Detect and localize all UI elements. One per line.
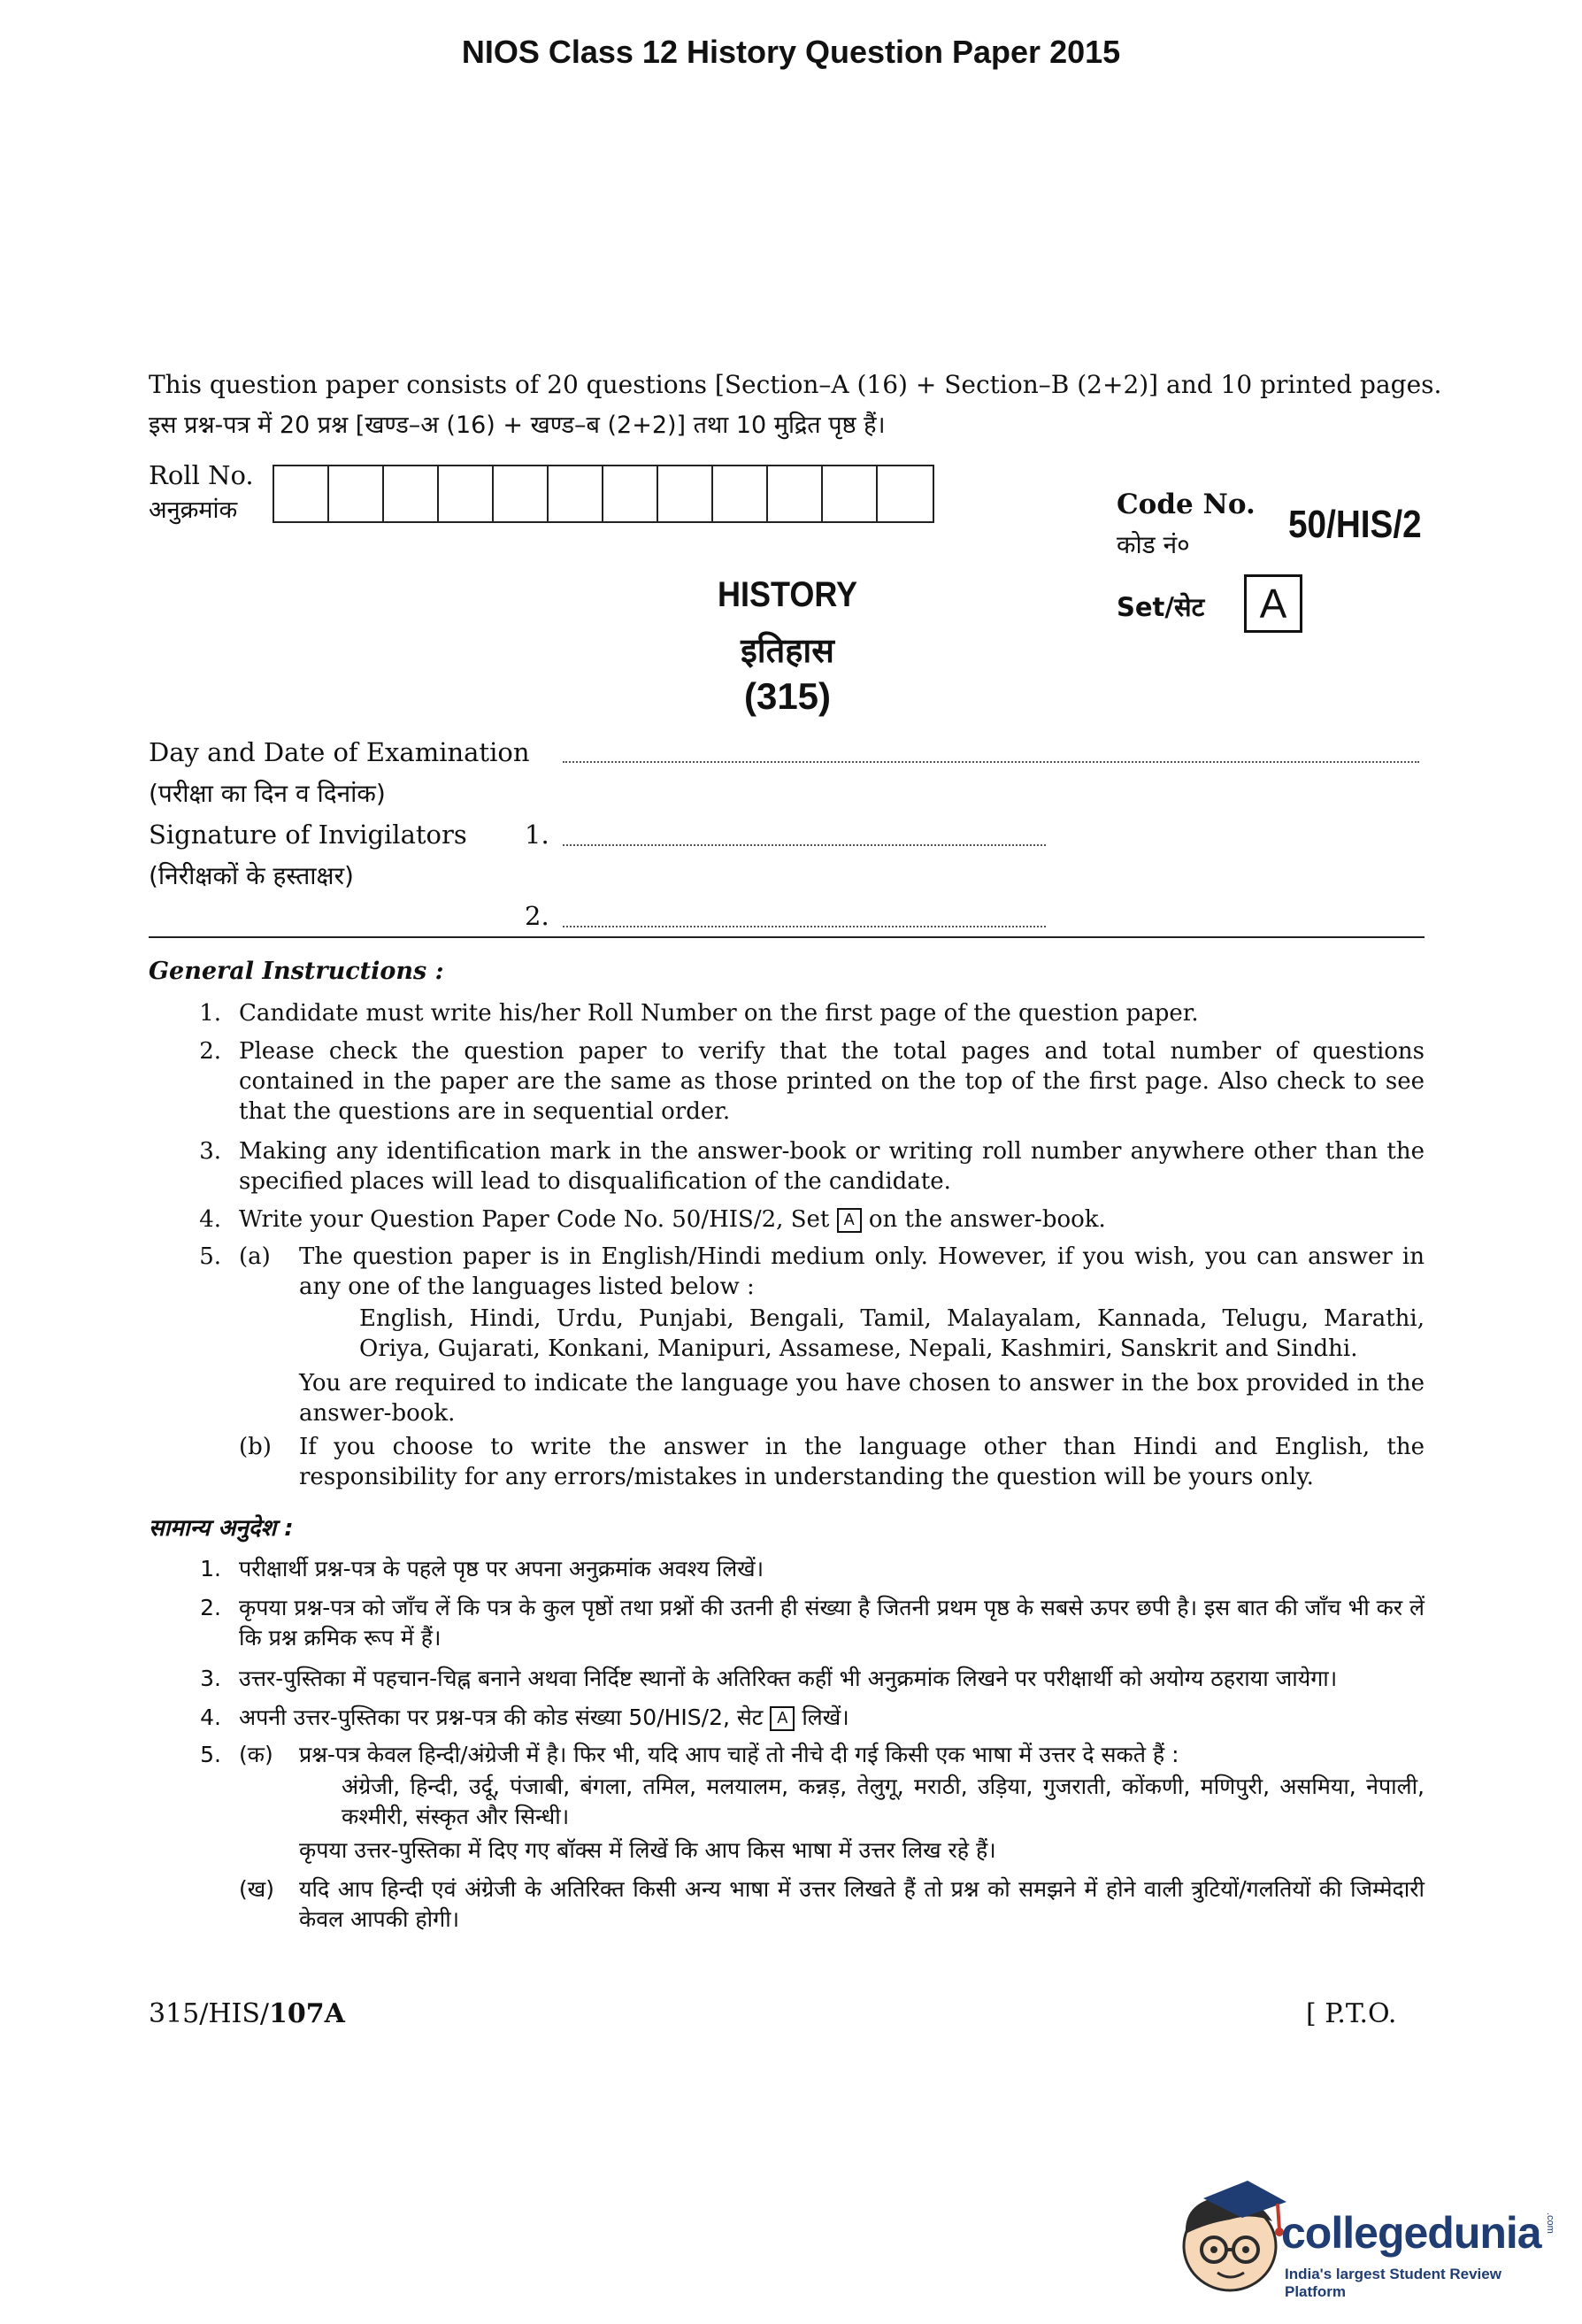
logo-wordmark: collegedunia <box>1281 2208 1541 2258</box>
subject-title-hindi: इतिहास <box>741 631 834 670</box>
invigilator-signature-label-hindi: (निरीक्षकों के हस्ताक्षर) <box>149 861 354 890</box>
hindi-instruction-5a-note: कृपया उत्तर-पुस्तिका में दिए गए बॉक्स में लिखें कि आप किस भाषा में उत्तर लिख रहे हैं। <box>299 1837 996 1863</box>
roll-box[interactable] <box>878 466 933 521</box>
set-a-box-inline-hindi: A <box>770 1706 795 1731</box>
roll-box[interactable] <box>658 466 713 521</box>
code-no-label-hindi: कोड नं० <box>1117 530 1190 559</box>
roll-box[interactable] <box>603 466 658 521</box>
signature-line-1[interactable] <box>563 843 1046 846</box>
roll-box[interactable] <box>384 466 439 521</box>
signature-line-2[interactable] <box>563 924 1046 927</box>
logo-tld: .com <box>1545 2212 1555 2234</box>
roll-no-label: Roll No. <box>149 460 254 490</box>
set-box: A <box>1244 574 1302 633</box>
collegedunia-logo <box>1168 2177 1557 2301</box>
roll-box[interactable] <box>274 466 329 521</box>
roll-no-label-hindi: अनुक्रमांक <box>149 496 238 524</box>
roll-box[interactable] <box>494 466 549 521</box>
set-a-box-inline: A <box>837 1208 862 1233</box>
subject-code: (315) <box>743 675 832 717</box>
paper-info-english: This question paper consists of 20 questions [Section–A (16) + Section–B (2+2)] and 10 printed pages. <box>149 370 1442 399</box>
instruction-5b-label: (b) <box>239 1434 272 1460</box>
signature-number-1: 1. <box>525 820 549 850</box>
roll-box[interactable] <box>549 466 603 521</box>
page-header-title: NIOS Class 12 History Question Paper 2015 <box>461 34 1121 70</box>
code-number: 50/HIS/2 <box>1288 503 1422 546</box>
logo-tagline: India's largest Student Review Platform <box>1285 2266 1501 2300</box>
general-instructions-heading: General Instructions : <box>149 958 444 985</box>
exam-date-label-hindi: (परीक्षा का दिन व दिनांक) <box>149 779 386 808</box>
invigilator-signature-label: Signature of Invigilators <box>149 820 467 850</box>
roll-box[interactable] <box>439 466 494 521</box>
roll-box[interactable] <box>768 466 823 521</box>
code-no-label: Code No. <box>1117 489 1256 520</box>
instruction-5b-text: If you choose to write the answer in the language other than Hindi and English, the responsibility for any errors/mistakes in understanding the question will be yours only. <box>299 1434 1425 1490</box>
paper-info-hindi: इस प्रश्न-पत्र में 20 प्रश्न [खण्ड–अ (16) + खण्ड–ब (2+2)] तथा 10 मुद्रित पृष्ठ हैं। <box>149 412 886 439</box>
hindi-instruction-5a-label: (क) <box>239 1742 273 1767</box>
instruction-5a-label: (a) <box>239 1243 271 1270</box>
roll-box[interactable] <box>713 466 768 521</box>
exam-date-line[interactable] <box>563 759 1419 763</box>
exam-date-label: Day and Date of Examination <box>149 737 530 767</box>
pto-label: [ P.T.O. <box>1306 1998 1397 2029</box>
languages-list: English, Hindi, Urdu, Punjabi, Bengali, Tamil, Malayalam, Kannada, Telugu, Marathi, Oriya, Gujarati, Konkani, Manipuri, Assamese, Nepali, Kashmiri, Sanskrit and Sindhi. <box>359 1305 1425 1362</box>
roll-box[interactable] <box>823 466 878 521</box>
hindi-instruction-5a-text: प्रश्न-पत्र केवल हिन्दी/अंग्रेजी में है। फिर भी, यदि आप चाहें तो नीचे दी गई किसी एक भाषा में उत्तर दे सकते हैं : <box>299 1742 1179 1767</box>
hindi-instructions-heading: सामान्य अनुदेश : <box>149 1515 294 1542</box>
hindi-instruction-5b-label: (ख) <box>239 1876 274 1902</box>
roll-number-boxes[interactable] <box>273 465 934 523</box>
set-label: Set/सेट <box>1117 592 1205 622</box>
subject-title: HISTORY <box>717 575 858 614</box>
divider-line <box>149 936 1425 938</box>
instruction-5a-text: The question paper is in English/Hindi medium only. However, if you wish, you can answer in any one of the languages listed below : <box>299 1243 1425 1300</box>
hindi-instruction-5b-text: यदि आप हिन्दी एवं अंग्रेजी के अतिरिक्त किसी अन्य भाषा में उत्तर लिखते हैं तो प्रश्न को समझने में होने वाली त्रुटियों/गलतियों की जिम्मेदारी केवल आपकी होगी। <box>299 1876 1425 1932</box>
roll-box[interactable] <box>329 466 384 521</box>
signature-number-2: 2. <box>525 901 549 931</box>
paper-code-footer: 315/HIS/107A <box>149 1998 345 2029</box>
hindi-languages-list: अंग्रेजी, हिन्दी, उर्दू, पंजाबी, बंगला, तमिल, मलयालम, कन्नड़, तेलुगू, मराठी, उड़िया, गुजराती, कोंकणी, मणिपुरी, असमिया, नेपाली, कश्मीरी, संस्कृत और सिन्धी। <box>342 1774 1425 1829</box>
instruction-5a-note: You are required to indicate the language you have chosen to answer in the box provided in the answer-book. <box>299 1370 1425 1427</box>
